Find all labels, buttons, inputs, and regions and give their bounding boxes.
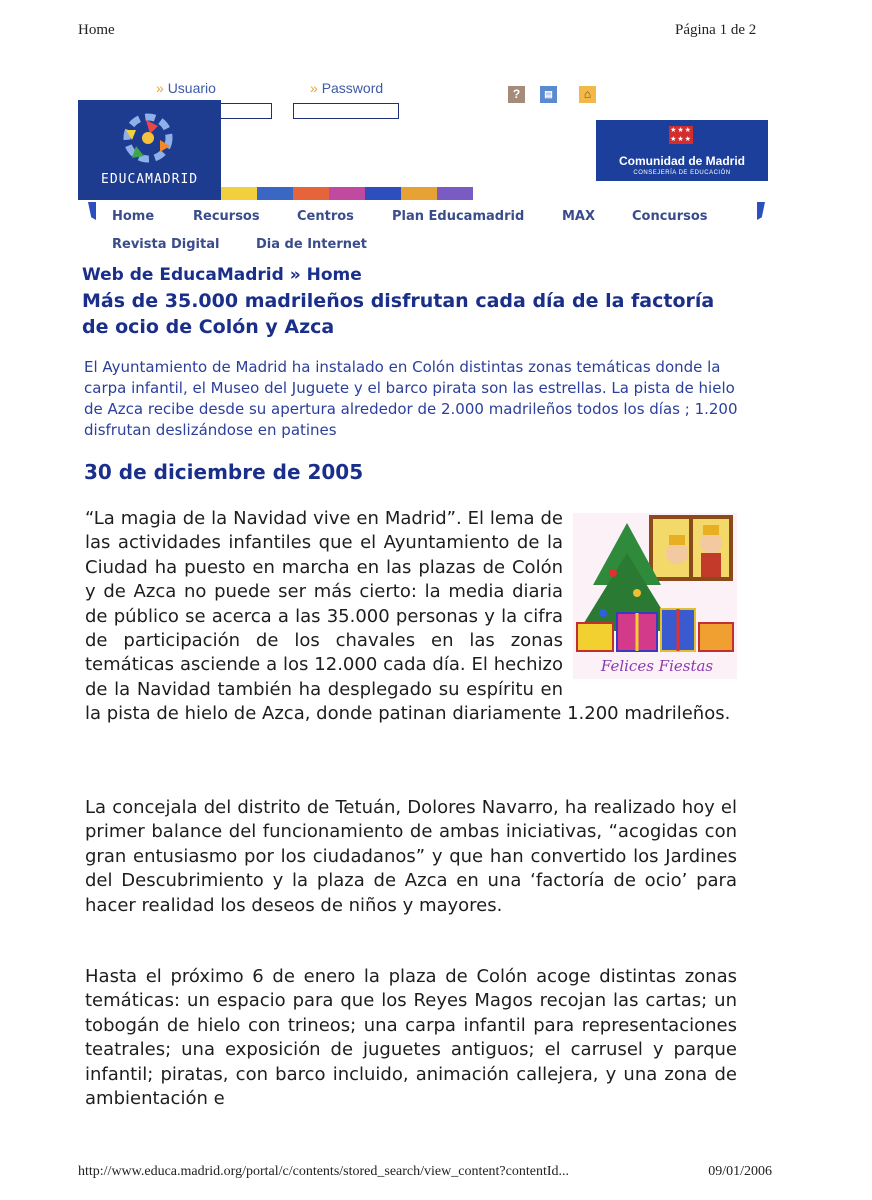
usuario-label [156, 80, 216, 96]
breadcrumb-separator: » [289, 265, 301, 285]
print-title: Home [78, 22, 115, 38]
nav-bracket-left-icon [88, 202, 96, 220]
nav-bracket-right-icon [757, 202, 765, 220]
breadcrumb [82, 265, 362, 285]
felices-fiestas-illustration [573, 513, 737, 679]
password-label-text: Password [321, 80, 384, 96]
usuario-arrow-icon: » [156, 80, 164, 96]
print-footer [78, 1164, 772, 1180]
help-icon[interactable]: ? [508, 86, 525, 103]
article-headline: Más de 35.000 madrileños disfrutan cada día de la factoría de ocio de Colón y Azca [82, 290, 715, 338]
stars-flag-icon: ★★★ ★★★ [670, 126, 692, 143]
nav-item-revista-digital[interactable]: Revista Digital [112, 237, 220, 252]
comunidad-madrid-logo[interactable] [596, 120, 768, 181]
home-icon[interactable]: ⌂ [579, 86, 596, 103]
print-date: 09/01/2006 [708, 1164, 772, 1179]
article-paragraph-1 [85, 507, 737, 727]
nav-item-dia-de-internet[interactable]: Dia de Internet [256, 237, 368, 252]
article-paragraph-1-text: “La magia de la Navidad vive en Madrid”. El lema de las actividades infantiles que el Ayuntamiento de la Ciudad ha puesto en marcha en las plazas de Colón y de Azca no puede ser más cierto: la media diaria de público se acerca a las 35.000 personas y la cifra de participación de los chavales en las zonas temáticas asciende a los 12.000 cada día. El hechizo de la Navidad también ha desplegado su espíritu en la pista de hielo de Azca, donde patinan diariamente 1.200 madrileños. [85, 508, 731, 725]
comunidad-subtitle: CONSEJERÍA DE EDUCACIÓN [633, 170, 731, 176]
password-label [310, 80, 383, 96]
nav-item-max[interactable]: MAX [562, 209, 596, 224]
nav-item-centros[interactable]: Centros [297, 209, 354, 224]
usuario-label-text: Usuario [167, 80, 216, 96]
comunidad-name: Comunidad de Madrid [619, 154, 745, 168]
usuario-input[interactable] [220, 103, 272, 119]
breadcrumb-current[interactable]: Home [306, 265, 362, 285]
print-page-number: Página 1 de 2 [675, 22, 757, 38]
nav-item-plan-educamadrid[interactable]: Plan Educamadrid [392, 209, 525, 224]
nav-item-concursos[interactable]: Concursos [632, 209, 708, 224]
breadcrumb-site-link[interactable]: Web de EducaMadrid [82, 265, 284, 285]
christmas-tree-icon [573, 513, 737, 679]
print-url: http://www.educa.madrid.org/portal/c/contents/stored_search/view_content?contentId... [78, 1164, 570, 1179]
nav-item-recursos[interactable]: Recursos [193, 209, 260, 224]
color-stripe [221, 187, 473, 200]
article-summary: El Ayuntamiento de Madrid ha instalado en Colón distintas zonas temáticas donde la carpa infantil, el Museo del Juguete y el barco pirata son las estrellas. La pista de hielo de Azca recibe desde su apertura alrededor de 2.000 madrileños todos los días ; 1.200 disfrutan deslizándose en patines [84, 358, 738, 439]
article-paragraph-3: Hasta el próximo 6 de enero la plaza de Colón acoge distintas zonas temáticas: un espacio para que los Reyes Magos recojan las cartas; un tobogán de hielo con trineos; una carpa infantil para representaciones teatrales; una exposición de juguetes antiguos; el carrusel y parque infantil; piratas, con barco incluido, animación callejera, y una zona de ambientación e [85, 966, 737, 1110]
password-input[interactable] [293, 103, 399, 119]
article-date: 30 de diciembre de 2005 [84, 460, 364, 484]
article-paragraph-2: La concejala del distrito de Tetuán, Dolores Navarro, ha realizado hoy el primer balance del funcionamiento de ambas iniciativas, “acogidas con gran entusiasmo por los ciudadanos” y que han convertido los Jardines del Descubrimiento y la plaza de Azca en una ‘factoría de ocio’ para hacer realidad los deseos de niños y mayores. [85, 797, 737, 916]
nav-item-home[interactable]: Home [112, 209, 155, 224]
felices-fiestas-caption: Felices Fiestas [600, 657, 714, 675]
sitemap-icon[interactable]: ▤ [540, 86, 557, 103]
logo-text: EDUCAMADRID [101, 172, 199, 187]
password-arrow-icon: » [310, 80, 318, 96]
